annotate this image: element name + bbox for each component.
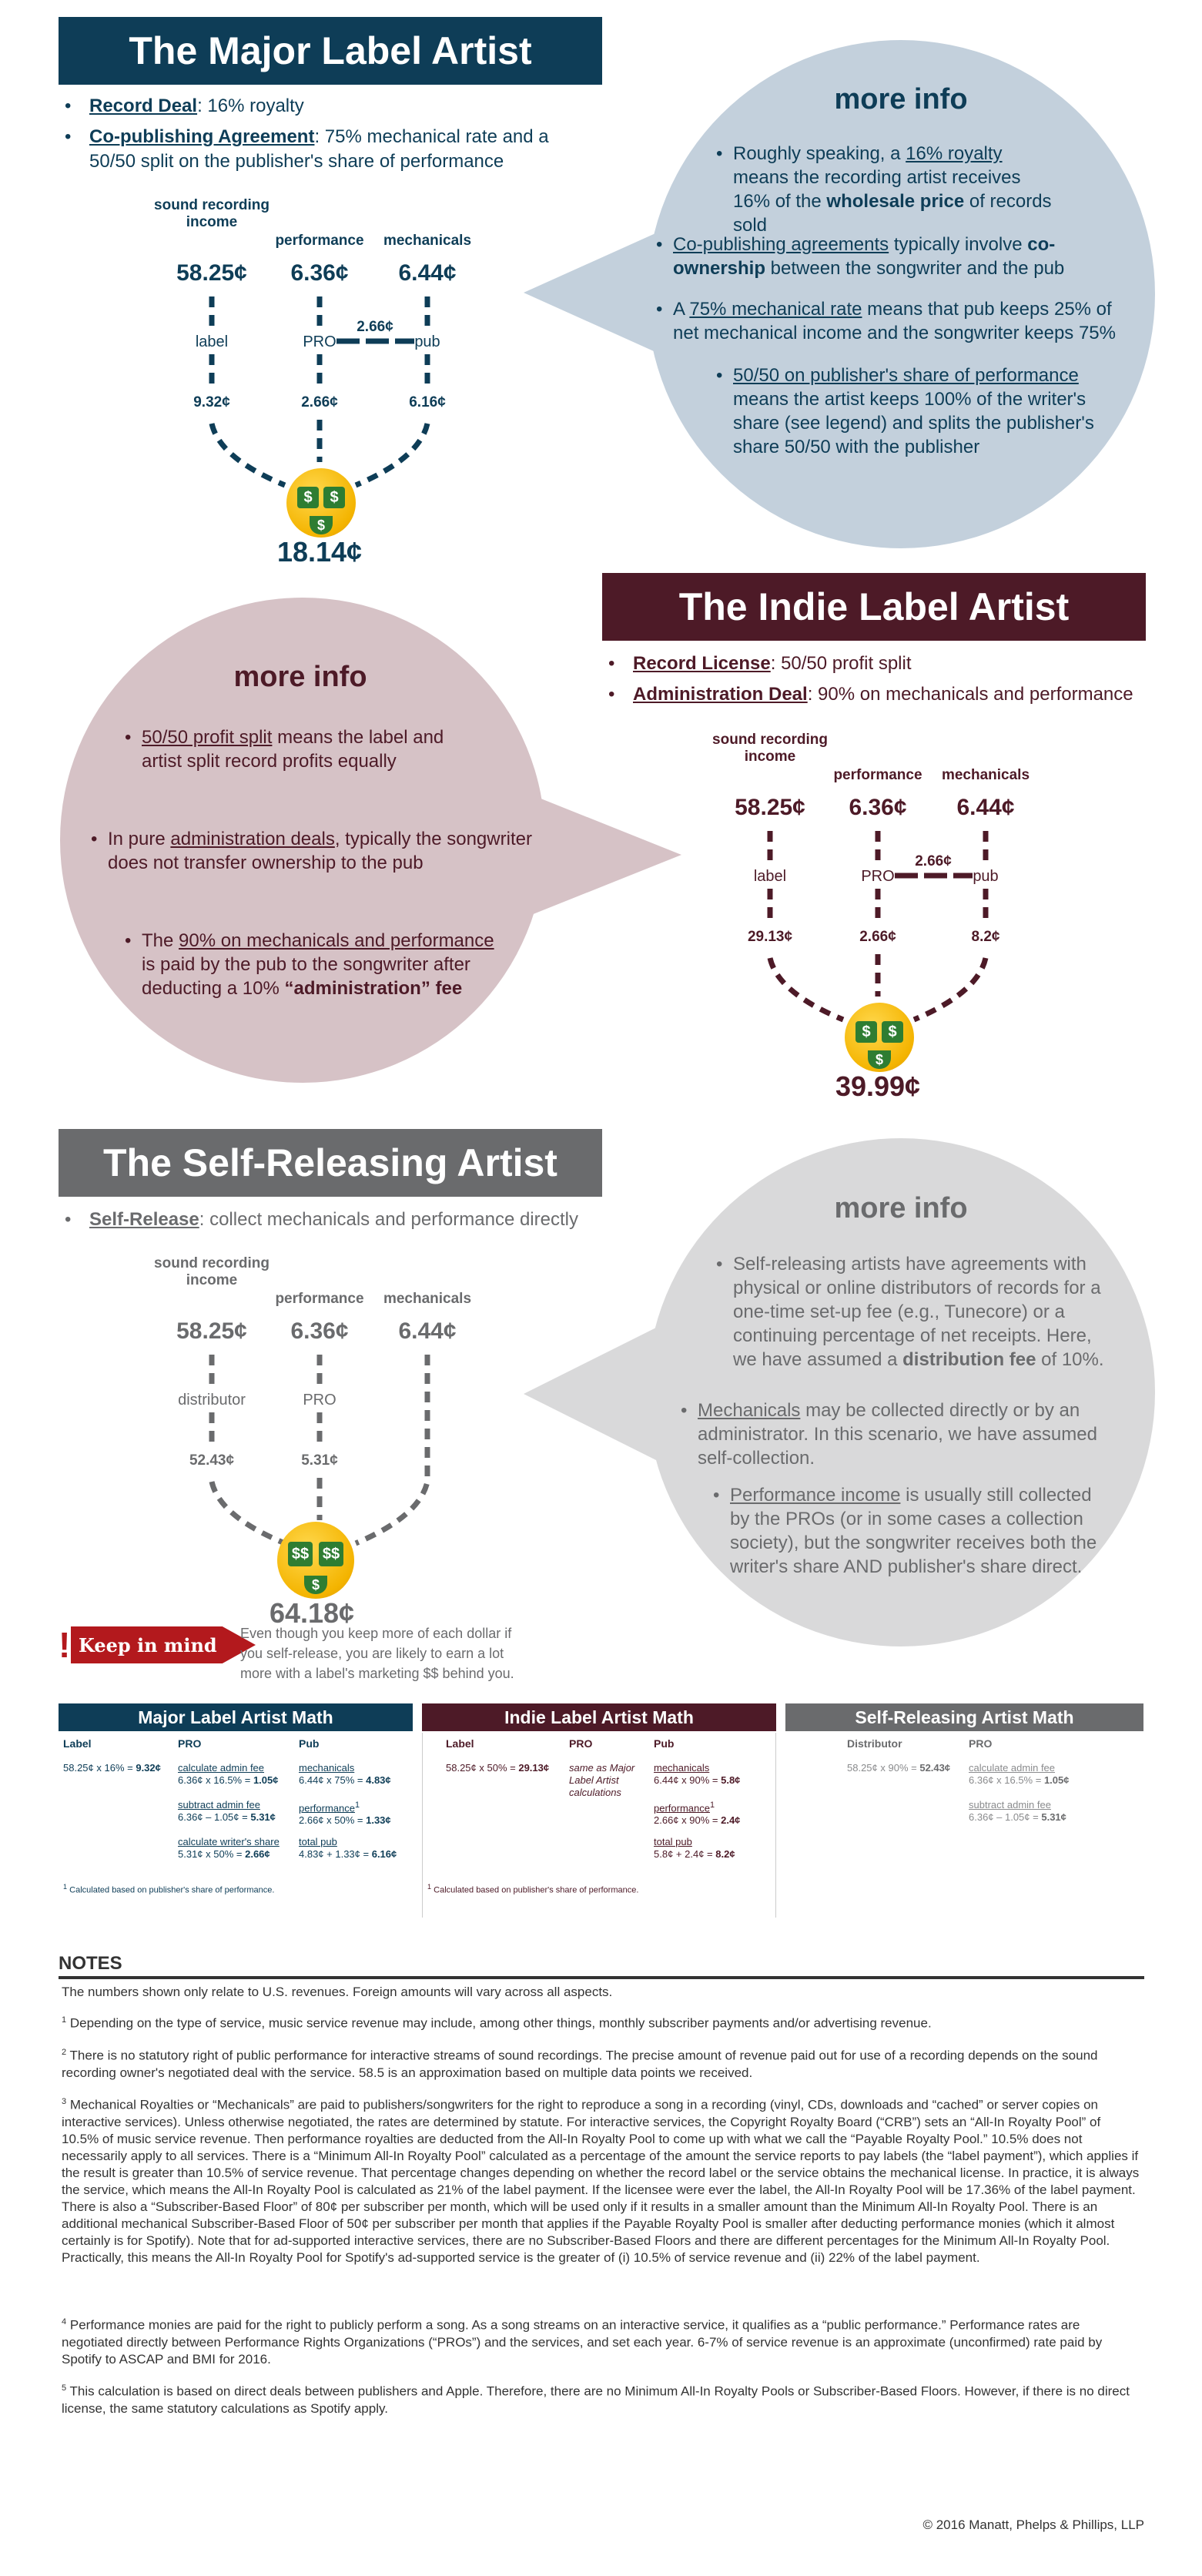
major-col-mechanicals: mechanicals xyxy=(383,233,472,249)
indie-math-label-calc: 58.25¢ x 50% = 29.13¢ xyxy=(446,1762,550,1774)
indie-title: The Indie Label Artist xyxy=(678,585,1070,628)
money-face-icon: $$ $$ $ xyxy=(277,1522,354,1599)
major-share-pub: 6.16¢ xyxy=(409,394,446,410)
major-math-pub-head: Pub xyxy=(299,1737,320,1750)
indie-bullet-license: • Record License: 50/50 profit split xyxy=(602,652,1157,676)
major-bullet-record: • Record Deal: 16% royalty xyxy=(59,94,551,119)
major-math-pro-step2: subtract admin fee 6.36¢ – 1.05¢ = 5.31¢ xyxy=(178,1799,276,1823)
major-share-label: 9.32¢ xyxy=(193,394,230,410)
notes-rule xyxy=(59,1976,1144,1979)
indie-col-recording: sound recording income xyxy=(712,732,828,765)
self-math-pro-step1: calculate admin fee 6.36¢ x 16.5% = 1.05¢ xyxy=(969,1762,1070,1786)
indie-bullets xyxy=(602,652,1157,713)
major-flow xyxy=(154,193,508,578)
indie-val-mechanicals: 6.44¢ xyxy=(956,795,1015,820)
indie-recipient-pub: pub xyxy=(973,868,999,885)
money-face-icon: $ $ $ xyxy=(845,1003,914,1072)
self-math-header xyxy=(785,1703,1143,1731)
major-math-pro-head: PRO xyxy=(178,1737,202,1750)
indie-bullet-admin: • Administration Deal: 90% on mechanicals and performance xyxy=(602,682,1157,707)
keep-in-mind-label: Keep in mind xyxy=(79,1634,217,1656)
self-math-dist-calc: 58.25¢ x 90% = 52.43¢ xyxy=(847,1762,951,1774)
major-math-table xyxy=(59,1733,413,1910)
major-col-recording: sound recording income xyxy=(154,197,270,230)
self-bullet-release: • Self-Release: collect mechanicals and performance directly xyxy=(59,1208,613,1232)
copyright: © 2016 Manatt, Phelps & Phillips, LLP xyxy=(922,2517,1144,2532)
major-banner xyxy=(59,17,602,85)
alert-icon: ! xyxy=(59,1625,71,1665)
indie-share-pub: 8.2¢ xyxy=(971,929,1000,945)
major-math-pro-step1: calculate admin fee 6.36¢ x 16.5% = 1.05¢ xyxy=(178,1762,279,1786)
note-4: $^4$ Performance monies are paid for the right to publicly perform a song. As a song streams on an interactive service, it qualifies as a “public performance.” Performance rates are negotiated directly between Performance Rights Organizations (“PROs”) and the services, and set each year. 6-7% of service revenue is an approximate (unconfirmed) rate paid by Spotify to ASCAP and BMI for 2016. xyxy=(62,2317,1103,2367)
note-2: $^2$ There is no statutory right of public performance for interactive streams of sound recordings. The precise amount of revenue paid out for use of a recording depends on the sound recording owner's negotiated deal with the service. 58.5 is an approximation based on multiple data points we received. xyxy=(62,2048,1098,2080)
indie-share-label: 29.13¢ xyxy=(747,929,793,945)
major-math-header xyxy=(59,1703,413,1731)
self-col-performance: performance xyxy=(275,1291,364,1307)
major-math-pub-step3: total pub 4.83¢ + 1.33¢ = 6.16¢ xyxy=(299,1836,397,1860)
self-title: The Self-Releasing Artist xyxy=(103,1141,557,1184)
self-val-recording: 58.25¢ xyxy=(176,1318,247,1344)
note-5: $^5$ This calculation is based on direct deals between publishers and Apple. Therefore, there are no Minimum All-In Royalty Pools or Subscriber-Based Floors. However, if there is no direct license, the same statutory calculations as Spotify apply. xyxy=(62,2383,1130,2416)
self-flow xyxy=(154,1251,508,1636)
self-math-title: Self-Releasing Artist Math xyxy=(855,1707,1074,1727)
indie-total: 39.99¢ xyxy=(835,1070,921,1102)
self-recipient-distributor: distributor xyxy=(178,1392,246,1409)
self-bullets xyxy=(59,1208,613,1238)
major-info-item: • Co-publishing agreements typically involve co-ownership between the songwriter and the pub xyxy=(656,234,1065,279)
major-info-title: more info xyxy=(834,83,968,116)
self-val-mechanicals: 6.44¢ xyxy=(398,1318,457,1344)
major-share-pro: 2.66¢ xyxy=(301,394,338,410)
self-total: 64.18¢ xyxy=(269,1597,355,1629)
self-math-pro-head: PRO xyxy=(969,1737,993,1750)
note-intro: The numbers shown only relate to U.S. revenues. Foreign amounts will vary across all aspects. xyxy=(62,1985,613,1999)
major-math-title: Major Label Artist Math xyxy=(138,1707,333,1727)
major-mid-transfer: 2.66¢ xyxy=(348,319,402,336)
indie-recipient-label: label xyxy=(753,868,787,885)
indie-math-pub-step3: total pub 5.8¢ + 2.4¢ = 8.2¢ xyxy=(654,1836,735,1860)
indie-info-title: more info xyxy=(233,661,367,693)
major-recipient-label: label xyxy=(195,333,229,350)
major-bullet-copub: • Co-publishing Agreement: 75% mechanical rate and a 50/50 split on the publisher's share of performance xyxy=(59,125,551,174)
major-val-recording: 58.25¢ xyxy=(176,260,247,286)
major-title: The Major Label Artist xyxy=(129,29,532,72)
indie-math-title: Indie Label Artist Math xyxy=(504,1707,694,1727)
indie-math-pro-note: same as Major Label Artist calculations xyxy=(569,1762,635,1798)
indie-math-label-head: Label xyxy=(446,1737,474,1750)
self-math-dist-head: Distributor xyxy=(847,1737,902,1750)
indie-banner xyxy=(602,573,1146,641)
indie-math-header xyxy=(422,1703,776,1731)
money-face-icon: $ $ $ xyxy=(286,468,356,538)
self-math-table xyxy=(785,1733,1143,1887)
major-math-label-head: Label xyxy=(63,1737,92,1750)
self-info-item: • Self-releasing artists have agreements with physical or online distributors of records for a one-time set-up fee (e.g., Tunecore) or a continuing percentage of net receipts. Here, we have assumed a distribution fee of 10%. xyxy=(716,1254,1104,1370)
indie-val-recording: 58.25¢ xyxy=(735,795,805,820)
major-info-item: • Roughly speaking, a 16% royalty means the recording artist receives 16% of the wholesale price of records sold xyxy=(716,143,1052,236)
self-col-mechanicals: mechanicals xyxy=(383,1291,472,1307)
indie-math-table xyxy=(422,1733,776,1918)
self-col-recording: sound recording income xyxy=(154,1255,270,1288)
self-info-item: • Performance income is usually still collected by the PROs (or in some cases a collection society), but the songwriter receives both the writer's share AND publisher's share direct. xyxy=(713,1485,1097,1577)
indie-col-mechanicals: mechanicals xyxy=(941,767,1030,783)
major-col-performance: performance xyxy=(275,233,364,249)
indie-flow xyxy=(712,727,1066,1112)
major-math-label-calc: 58.25¢ x 16% = 9.32¢ xyxy=(63,1762,161,1774)
major-val-mechanicals: 6.44¢ xyxy=(398,260,457,286)
major-math-pub-step2: performance$^1$ 2.66¢ x 50% = 1.33¢ xyxy=(299,1801,391,1827)
major-math-pro-step3: calculate writer's share 5.31¢ x 50% = 2.66¢ xyxy=(178,1836,280,1860)
indie-math-footnote: $^1$ Calculated based on publisher's share of performance. xyxy=(427,1883,639,1895)
indie-info-item: • 50/50 profit split means the label and artist split record profits equally xyxy=(125,727,444,772)
indie-info-item: • The 90% on mechanicals and performance is paid by the pub to the songwriter after deducting a 10% “administration” fee xyxy=(125,930,494,999)
indie-math-pub-step1: mechanicals 6.44¢ x 90% = 5.8¢ xyxy=(654,1762,741,1786)
major-bullets xyxy=(59,94,551,180)
major-recipient-pub: pub xyxy=(414,333,440,350)
self-info-title: more info xyxy=(834,1192,968,1224)
self-math-pro-step2: subtract admin fee 6.36¢ – 1.05¢ = 5.31¢ xyxy=(969,1799,1066,1823)
major-total: 18.14¢ xyxy=(276,536,363,568)
indie-math-pro-head: PRO xyxy=(569,1737,593,1750)
indie-info-item: • In pure administration deals, typically the songwriter does not transfer ownership to the pub xyxy=(91,829,532,873)
notes-title: NOTES xyxy=(59,1953,122,1974)
major-recipient-pro: PRO xyxy=(303,333,336,350)
self-recipient-pro: PRO xyxy=(303,1392,336,1409)
indie-col-performance: performance xyxy=(833,767,922,783)
note-3: $^3$ Mechanical Royalties or “Mechanicals” are paid to publishers/songwriters for the right to reproduce a song in a recording (vinyl, CDs, downloads and “cached” or server copies on interactive services). Unless otherwise negotiated, the rates are determined by statute. For interactive services, the Copyright Royalty Board (“CRB”) sets an “All-In Royalty Pool” of 10.5% of music service revenue. Then performance royalties are deducted from the All-In Royalty Pool to come up with what we call the “Payable Royalty Pool.” 10.5% does not necessarily apply to all services. There is a “Minimum All-In Royalty Pool” calculated as a percentage of the amount the service reports to pay labels (the “label payment”), which applies if the result is greater than 10.5% of service revenue. That percentage changes depending on whether the record label or the service obtains the mechanical license. In practice, it is always the service, which means the All-In Royalty Pool is calculated as 21% of the label payment. If the licensee were ever the label, the All-In Royalty Pool will be 17.36% of the label payment. There is also a “Subscriber-Based Floor” of 80¢ per subscriber per month, which will be used only if it results in a smaller amount than the Minimum All-In Royalty Pool. There is an additional mechanical Subscriber-Based Floor of 50¢ per subscriber per month that applies if the Payable Royalty Pool is smaller after deducting performance monies (which it almost certainly is for Spotify). Note that for ad-supported interactive services, there are no Subscriber-Based Floors and there are different percentages for the Minimum All-In Royalty Pool. Practically, this means the All-In Royalty Pool for Spotify's ad-supported service is the greater of (i) 10.5% of service revenue and (ii) 22% of the label payment. xyxy=(62,2097,1140,2265)
major-info-item: • A 75% mechanical rate means that pub keeps 25% of net mechanical income and the songwriter keeps 75% xyxy=(656,299,1116,343)
self-banner xyxy=(59,1129,602,1197)
major-info-bubble xyxy=(647,40,1155,548)
indie-share-pro: 2.66¢ xyxy=(859,929,896,945)
self-share-pro: 5.31¢ xyxy=(301,1452,338,1469)
self-info-item: • Mechanicals may be collected directly or by an administrator. In this scenario, we have assumed self-collection. xyxy=(681,1400,1097,1469)
note-1: $^1$ Depending on the type of service, music service revenue may include, among other things, monthly subscriber payments and/or advertising revenue. xyxy=(62,2015,932,2031)
major-math-footnote: $^1$ Calculated based on publisher's share of performance. xyxy=(63,1883,275,1895)
indie-math-pub-step2: performance$^1$ 2.66¢ x 90% = 2.4¢ xyxy=(654,1801,741,1827)
indie-recipient-pro: PRO xyxy=(861,868,895,885)
indie-val-performance: 6.36¢ xyxy=(849,795,907,820)
self-share-distributor: 52.43¢ xyxy=(189,1452,235,1469)
keep-in-mind-text: Even though you keep more of each dollar if you self-release, you are likely to earn a lot more with a label's marketing $$ behind you. xyxy=(240,1626,514,1681)
major-val-performance: 6.36¢ xyxy=(290,260,349,286)
indie-math-pub-head: Pub xyxy=(654,1737,675,1750)
major-info-item: • 50/50 on publisher's share of performance means the artist keeps 100% of the writer's share (see legend) and splits the publisher's share 50/50 with the publisher xyxy=(716,365,1094,457)
major-math-pub-step1: mechanicals 6.44¢ x 75% = 4.83¢ xyxy=(299,1762,391,1786)
keep-in-mind xyxy=(59,1623,243,1667)
self-val-performance: 6.36¢ xyxy=(290,1318,349,1344)
indie-mid-transfer: 2.66¢ xyxy=(906,853,960,870)
